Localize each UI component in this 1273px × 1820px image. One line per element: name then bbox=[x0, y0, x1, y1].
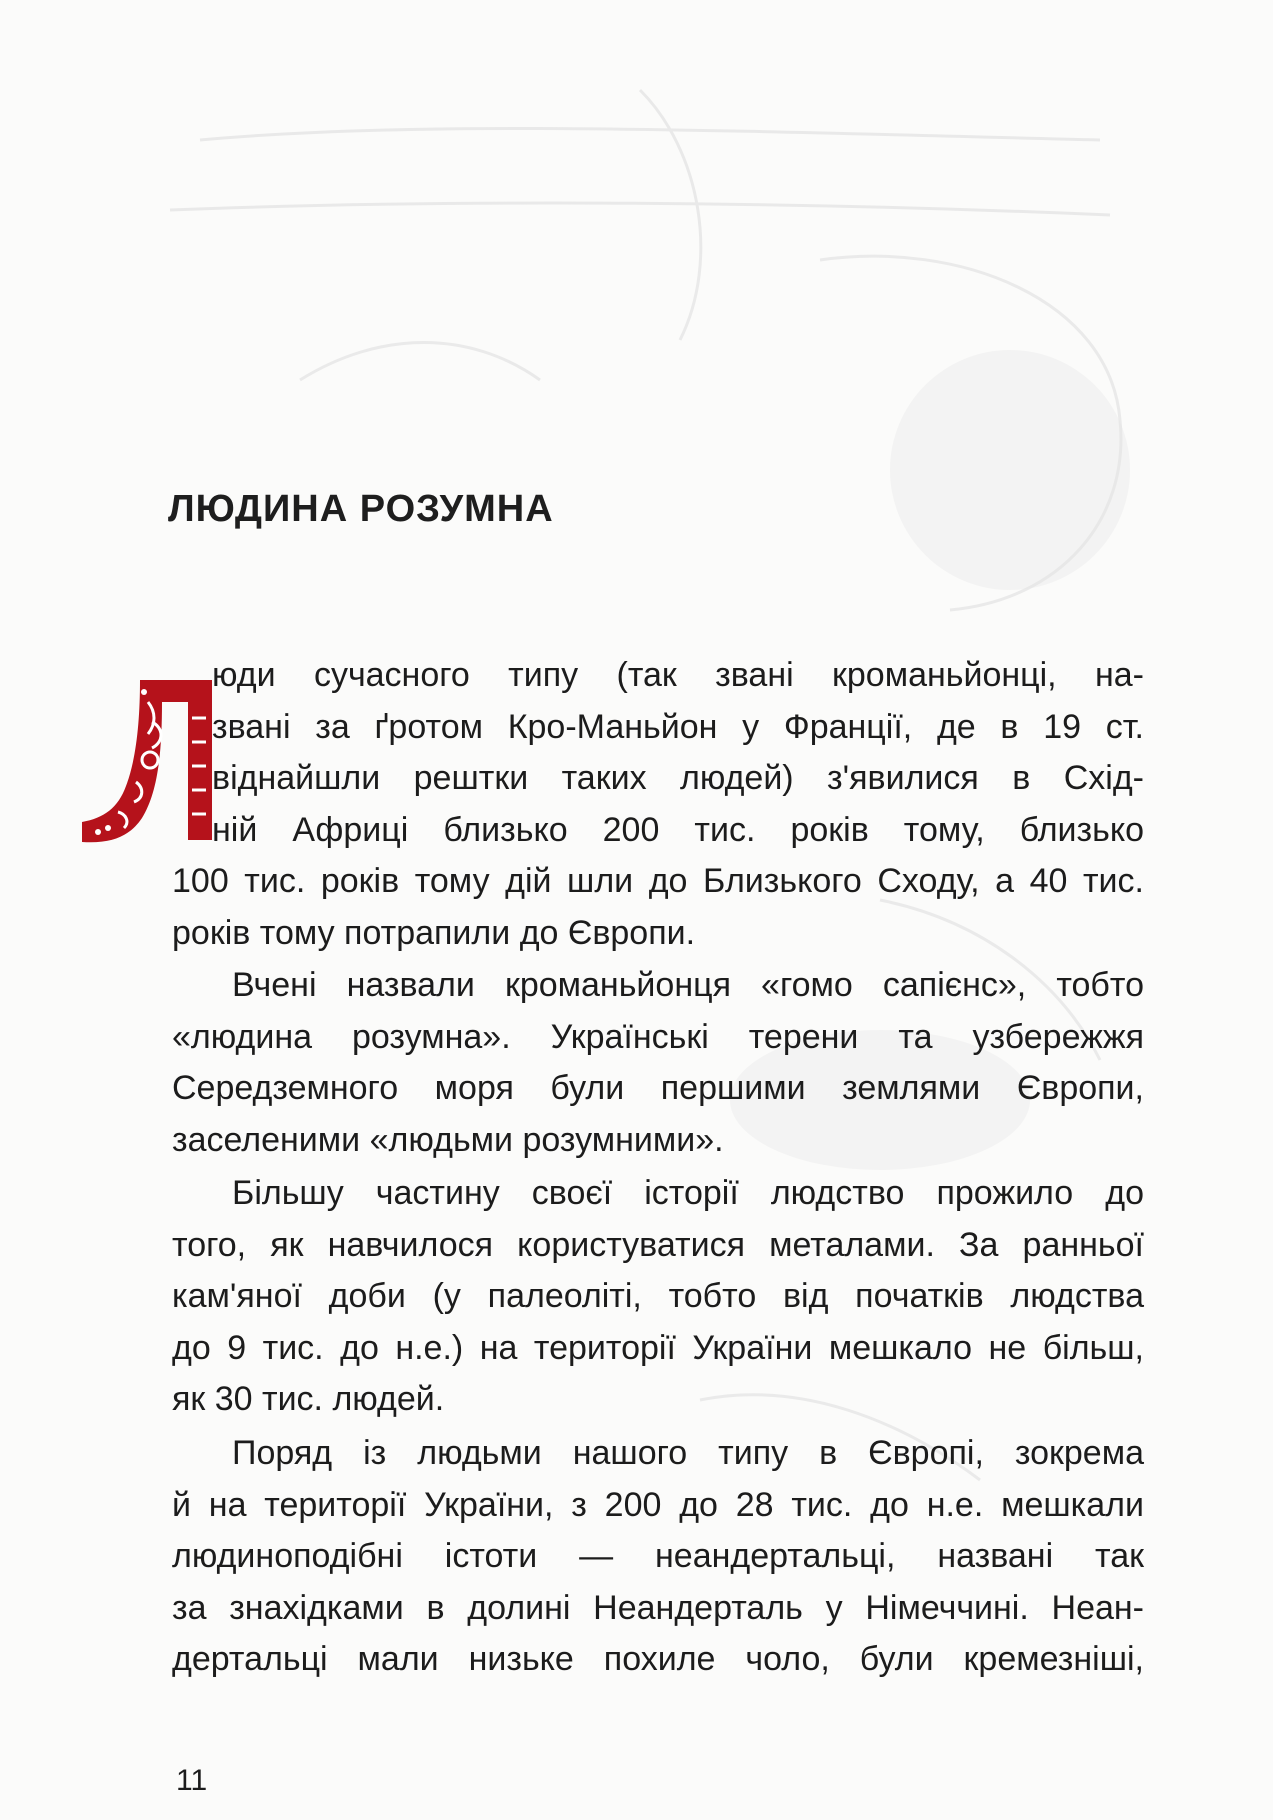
text-line: ній Африці близько 200 тис. років тому, близько bbox=[212, 810, 1144, 849]
text-line: звані за ґротом Кро-Маньйон у Франції, де в 19 ст. bbox=[212, 707, 1144, 746]
text-line: людиноподібні істоти — неандертальці, названі так bbox=[172, 1537, 1144, 1575]
text-line: Середземного моря були першими землями Європи, bbox=[172, 1069, 1144, 1107]
text-line: до 9 тис. до н.е.) на території України мешкало не більш, bbox=[172, 1328, 1144, 1367]
text-line: за знахідками в долині Неандерталь у Німеччині. Неан- bbox=[172, 1588, 1144, 1627]
text-line: заселеними «людьми розумними». bbox=[172, 1120, 724, 1159]
text-line: юди сучасного типу (так звані кроманьйонці, на- bbox=[212, 656, 1144, 694]
paragraph-1 bbox=[212, 650, 1144, 856]
paragraph-4 bbox=[172, 1428, 1144, 1686]
text-line: 100 тис. років тому дій шли до Близького Сходу, а 40 тис. bbox=[172, 862, 1144, 900]
paragraph-1-continued bbox=[172, 856, 1144, 959]
page-title: ЛЮДИНА РОЗУМНА bbox=[168, 488, 554, 530]
text-line: й на території України, з 200 до 28 тис. до н.е. мешкали bbox=[172, 1485, 1144, 1524]
paragraph-2 bbox=[172, 960, 1144, 1166]
paragraph-3 bbox=[172, 1168, 1144, 1426]
text-line: Поряд із людьми нашого типу в Європі, зокрема bbox=[232, 1434, 1144, 1472]
text-line: як 30 тис. людей. bbox=[172, 1380, 445, 1418]
text-line: років тому потрапили до Європи. bbox=[172, 913, 696, 952]
page-number: 11 bbox=[176, 1764, 208, 1797]
text-line: Вчені назвали кроманьйонця «гомо сапієнс», тобто bbox=[232, 966, 1144, 1004]
text-line: «людина розумна». Українські терени та узбережжя bbox=[172, 1017, 1144, 1056]
text-line: дертальці мали низьке похиле чоло, були кремезніші, bbox=[172, 1640, 1144, 1678]
text-line: Більшу частину своєї історії людство прожило до bbox=[232, 1174, 1144, 1212]
drop-cap-ornament bbox=[78, 662, 228, 852]
text-line: кам'яної доби (у палеоліті, тобто від початків людства bbox=[172, 1277, 1144, 1315]
text-line: того, як навчилося користуватися металами. За ранньої bbox=[172, 1225, 1144, 1264]
text-line: віднайшли рештки таких людей) з'явилися в Схід- bbox=[212, 759, 1144, 797]
